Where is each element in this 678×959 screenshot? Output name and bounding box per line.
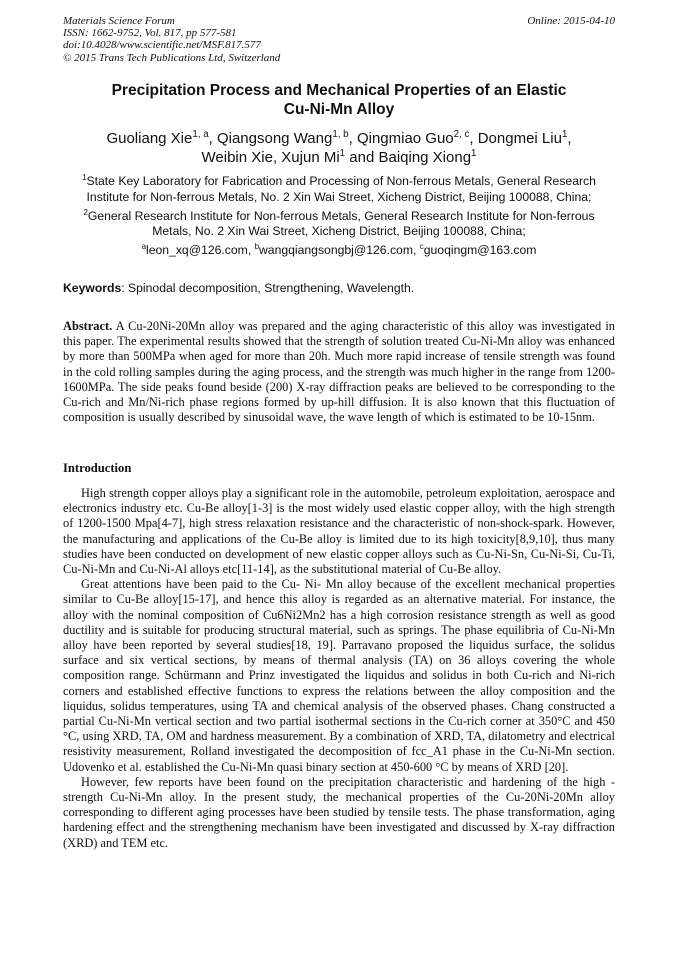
affiliation-1: $^1$State Key Laboratory for Fabrication and Processing of Non-ferrous Metals, General Research Institute for Non-ferrous Metals, No. 2 Xin Wai Street, Xicheng District, Beijing 100088, China; bbox=[82, 172, 596, 204]
author: Qingmiao Guo$^{2, c}$, bbox=[356, 129, 478, 147]
email[interactable]: $^b$wangqiangsongbj@126.com bbox=[254, 242, 413, 258]
doi-line: doi:10.4028/www.scientific.net/MSF.817.577 bbox=[63, 39, 261, 52]
author: Baiqing Xiong$^1$ bbox=[378, 148, 477, 166]
author: Xujun Mi$^1$ and bbox=[281, 148, 379, 166]
affiliations bbox=[63, 174, 615, 262]
author: Weibin Xie, bbox=[201, 149, 282, 166]
title-line-2: Cu-Ni-Mn Alloy bbox=[283, 101, 395, 118]
introduction-body bbox=[63, 486, 615, 851]
paper-title bbox=[63, 81, 615, 119]
keywords bbox=[63, 281, 615, 296]
abstract-text: A Cu-20Ni-20Mn alloy was prepared and the aging characteristic of this alloy was investigated in this paper. The experimental results showed that the strength of solution treated Cu-Ni-Mn alloy was enhanced by more than 500MPa when aged for more than 20h. Much more rapid increase of tensile strength was found in the cold rolling samples during the aging process, and the strength was much higher in the range from 1200-1600MPa. The side peaks found beside (200) X-ray diffraction peaks are believed to be corresponding to the Cu-rich and Mn/Ni-rich phase regions formed by up-hill diffusion. It is also known that this fluctuation of composition is usually described by sinusoidal wave, the wave length of which is estimated to be 10-15nm. bbox=[63, 319, 615, 425]
journal-name: Materials Science Forum bbox=[63, 15, 175, 27]
author: Dongmei Liu$^1$, bbox=[477, 129, 572, 147]
section-heading-introduction: Introduction bbox=[63, 461, 132, 475]
issn-line: ISSN: 1662-9752, Vol. 817, pp 577-581 bbox=[63, 27, 237, 40]
email-list: $^a$leon_xq@126.com, $^b$wangqiangsongbj@126.com, $^c$guoqingm@163.com bbox=[141, 242, 537, 258]
intro-paragraph: However, few reports have been found on the precipitation characteristic and hardening of the high -strength Cu-Ni-Mn alloy. In the present study, the mechanical properties of the Cu-20Ni-20Mn alloy corresponding to different aging processes have been studied by tensile tests. The phase transformation, aging hardening effect and the strengthening mechanism have been investigated and discussed by X-ray diffraction (XRD) and TEM etc. bbox=[63, 774, 615, 850]
email[interactable]: $^a$leon_xq@126.com bbox=[141, 242, 248, 258]
title-line-1: Precipitation Process and Mechanical Properties of an Elastic bbox=[111, 82, 567, 99]
author-list bbox=[63, 129, 615, 167]
intro-paragraph: High strength copper alloys play a significant role in the automobile, petroleum exploitation, aerospace and electronics industry etc. Cu-Be alloy[1-3] is the most widely used elastic copper alloy, with the high strength of 1200-1500 Mpa[4-7], high stress relaxation resistance and the characteristic of non-shock-spark. However, the manufacturing and applications of the Cu-Be alloy is limited due to its high toxicity[8,9,10], thus many studies have been conducted on development of new elastic copper alloys such as Cu-Ni-Sn, Cu-Ni-Si, Cu-Ti, Cu-Ni-Mn and Cu-Ni-Al alloys etc[11-14], as the substitutional material of Cu-Be alloy. bbox=[63, 486, 615, 577]
author: Guoliang Xie$^{1, a}$, bbox=[106, 129, 217, 147]
intro-paragraph: Great attentions have been paid to the Cu- Ni- Mn alloy because of the excellent mechanical properties similar to Cu-Be alloy[15-17], and hence this alloy is regarded as an alternative material. For instance, the alloy with the nominal composition of Cu6Ni2Mn2 has a high corrosion resistance strength as well as good ductility and is suitable for producing structural material, such as springs. The phase equilibria of Cu-Ni-Mn alloy have been reported by several studies[18, 19]. Parravano proposed the liquidus surface, the solidus surface and six vertical sections, by means of thermal analysis (TA) on 36 alloys covering the whole composition range. Schürmann and Prinz investigated the liquidus and solidus in both Cu-rich and Ni-rich corners and established effective functions to express the relations between the alloy composition and the liquidus, solidus temperatures, using TA and chemical analysis of the observed phases. Chang constructed a partial Cu-Ni-Mn vertical section and two partial isothermal sections in the Cu-rich corner at 350°C and 450 °C, using XRD, TA, OM and hardness measurement. By a combination of XRD, TA, dilatometry and electrical resistivity measurement, Rolland investigated the decomposition of fcc_A1 phase in the Cu-Ni-Mn section. Udovenko et al. established the Cu-Ni-Mn quasi binary section at 450-600 °C by means of XRD [20]. bbox=[63, 577, 615, 774]
keywords-text: : Spinodal decomposition, Strengthening, Wavelength. bbox=[121, 281, 415, 295]
abstract-label: Abstract. bbox=[63, 319, 113, 333]
copyright-line: © 2015 Trans Tech Publications Ltd, Switzerland bbox=[63, 51, 281, 64]
online-date: Online: 2015-04-10 bbox=[527, 15, 615, 27]
affiliation-2: $^2$General Research Institute for Non-ferrous Metals, General Research Institute for Non-ferrous Metals, No. 2 Xin Wai Street, Xicheng District, Beijing 100088, China; bbox=[83, 207, 595, 239]
author: Qiangsong Wang$^{1, b}$, bbox=[216, 129, 357, 147]
journal-header bbox=[63, 15, 280, 64]
email[interactable]: $^c$guoqingm@163.com bbox=[419, 242, 537, 258]
keywords-label: Keywords bbox=[63, 281, 122, 295]
abstract bbox=[63, 319, 615, 425]
